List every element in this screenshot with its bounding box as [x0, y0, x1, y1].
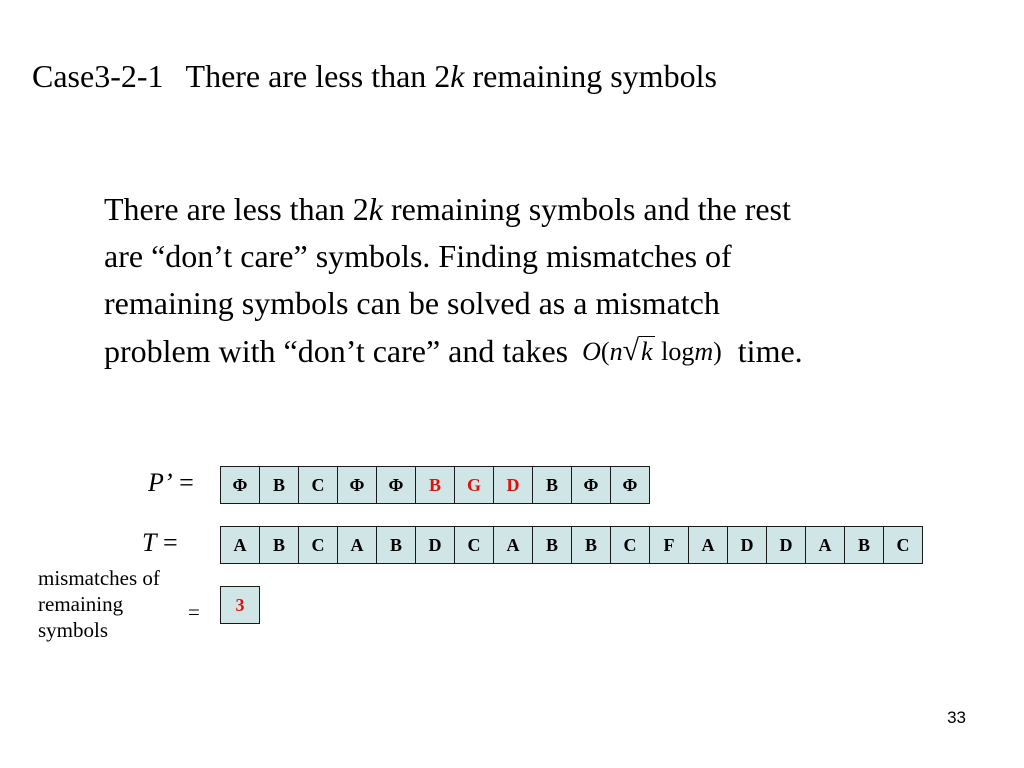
formula-close: )	[713, 337, 722, 366]
t-row	[220, 526, 923, 564]
para-line-1-var: k	[368, 191, 383, 227]
mismatch-label-line-2: remaining	[38, 592, 124, 616]
t-cell: B	[259, 526, 299, 564]
p-prime-mark: ’	[163, 468, 173, 497]
mismatch-count-cell: 3	[220, 586, 260, 624]
page-number: 33	[947, 708, 966, 727]
t-var: T	[142, 528, 157, 557]
p-prime-cell: B	[415, 466, 455, 504]
para-line-4	[104, 327, 984, 375]
t-cell: C	[298, 526, 338, 564]
p-prime-cell: Φ	[610, 466, 650, 504]
formula-m: m	[694, 337, 714, 366]
mismatch-label	[38, 565, 210, 643]
mismatch-row	[220, 586, 260, 624]
p-var: P	[148, 468, 164, 497]
para-line-3: remaining symbols can be solved as a mismatch	[104, 285, 720, 321]
formula-open: (	[600, 337, 610, 366]
mismatch-eq: =	[188, 600, 200, 624]
p-prime-cell: G	[454, 466, 494, 504]
formula-log: log	[654, 337, 695, 366]
p-prime-cell: Φ	[337, 466, 377, 504]
p-prime-cell: D	[493, 466, 533, 504]
title-text-before: There are less than 2	[185, 58, 451, 94]
t-cell: D	[766, 526, 806, 564]
para-line-4-b: time.	[729, 333, 803, 369]
mismatch-label-line-1: mismatches of	[38, 566, 160, 590]
t-cell: D	[727, 526, 767, 564]
t-cell: B	[532, 526, 572, 564]
para-line-1	[104, 186, 984, 233]
complexity-formula	[582, 327, 722, 375]
slide-title	[32, 56, 717, 96]
case-label: Case3-2-1	[32, 58, 164, 94]
t-cell: C	[883, 526, 923, 564]
p-prime-label	[148, 468, 194, 498]
para-line-4-a: problem with “don’t care” and takes	[104, 333, 569, 369]
t-cell: B	[844, 526, 884, 564]
t-eq: =	[162, 528, 178, 557]
para-line-1-a: There are less than 2	[104, 191, 369, 227]
t-cell: A	[493, 526, 533, 564]
mismatch-label-line-3: symbols	[38, 618, 109, 642]
body-paragraph	[104, 186, 984, 375]
sqrt-icon: √	[622, 334, 640, 367]
t-cell: D	[415, 526, 455, 564]
t-cell: F	[649, 526, 689, 564]
t-cell: A	[688, 526, 728, 564]
t-cell: A	[337, 526, 377, 564]
t-cell: C	[610, 526, 650, 564]
title-text-after: remaining symbols	[464, 58, 717, 94]
p-prime-cell: B	[259, 466, 299, 504]
t-cell: A	[805, 526, 845, 564]
p-prime-cell: Φ	[220, 466, 260, 504]
t-cell: C	[454, 526, 494, 564]
formula-O: O	[582, 337, 601, 366]
p-prime-cell: B	[532, 466, 572, 504]
p-prime-cell: Φ	[571, 466, 611, 504]
title-var-k: k	[450, 58, 465, 94]
p-eq: =	[179, 468, 194, 497]
p-prime-cell: Φ	[376, 466, 416, 504]
formula-k: k	[641, 337, 653, 366]
formula-sqrt	[623, 327, 655, 375]
para-line-1-b: remaining symbols and the rest	[382, 191, 791, 227]
p-prime-cell: C	[298, 466, 338, 504]
t-label	[142, 528, 178, 558]
p-prime-row	[220, 466, 650, 504]
para-line-2: are “don’t care” symbols. Finding mismatches of	[104, 238, 732, 274]
t-cell: A	[220, 526, 260, 564]
t-cell: B	[376, 526, 416, 564]
t-cell: B	[571, 526, 611, 564]
formula-n: n	[609, 337, 623, 366]
